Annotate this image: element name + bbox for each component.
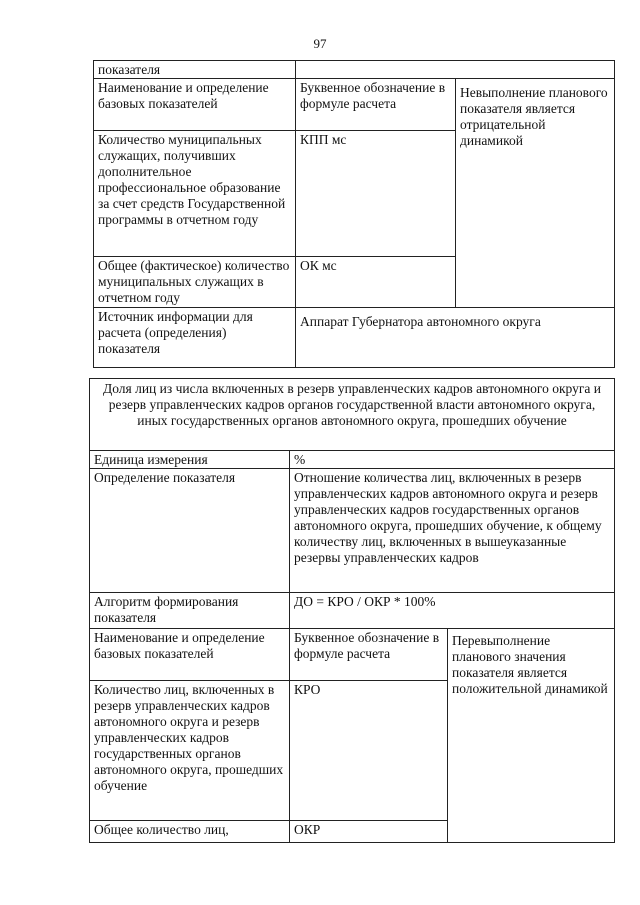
indicator-table-continued — [93, 60, 615, 368]
unit-value: % — [290, 451, 615, 469]
base-indicator-symbol: ОК мс — [296, 257, 456, 308]
base-indicator-name: Общее (фактическое) количество муниципальных служащих в отчетном году — [94, 257, 296, 308]
algorithm-formula: ДО = КРО / ОКР * 100% — [290, 593, 615, 629]
definition-row — [90, 469, 615, 593]
dynamics-note: Перевыполнение планового значения показателя является положительной динамикой — [448, 629, 615, 843]
continuation-row — [94, 61, 615, 79]
indicator-title: Доля лиц из числа включенных в резерв управленческих кадров автономного округа и резерв управленческих кадров органов государственной власти автономного округа, иных государственных органов автономного округа, прошедших обучение — [90, 379, 615, 451]
source-label: Источник информации для расчета (определения) показателя — [94, 308, 296, 368]
dynamics-note: Невыполнение планового показателя является отрицательной динамикой — [456, 79, 615, 308]
base-indicators-symbol-header: Буквенное обозначение в формуле расчета — [290, 629, 448, 681]
source-row — [94, 308, 615, 368]
unit-label: Единица измерения — [90, 451, 290, 469]
base-indicator-symbol: КПП мс — [296, 131, 456, 257]
definition-value: Отношение количества лиц, включенных в резерв управленческих кадров автономного округа и резерв управленческих кадров государственных органов автономного округа, прошедших обучение, к общему количеству лиц, включенных в вышеуказанные резервы управленческих кадров — [290, 469, 615, 593]
continuation-label: показателя — [94, 61, 296, 79]
base-indicators-name-header: Наименование и определение базовых показателей — [90, 629, 290, 681]
definition-label: Определение показателя — [90, 469, 290, 593]
algorithm-row — [90, 593, 615, 629]
base-indicator-symbol: КРО — [290, 681, 448, 821]
base-indicators-name-header: Наименование и определение базовых показателей — [94, 79, 296, 131]
base-indicator-name: Количество лиц, включенных в резерв управленческих кадров автономного округа и резерв управленческих кадров государственных органов автономного округа, прошедших обучение — [90, 681, 290, 821]
unit-row — [90, 451, 615, 469]
base-indicator-symbol: ОКР — [290, 821, 448, 843]
source-value: Аппарат Губернатора автономного округа — [296, 308, 615, 368]
algorithm-label: Алгоритм формирования показателя — [90, 593, 290, 629]
continuation-value — [296, 61, 615, 79]
indicator-table — [89, 378, 615, 843]
base-indicators-header-row — [94, 79, 615, 131]
base-indicators-header-row — [90, 629, 615, 681]
page-number: 97 — [313, 36, 327, 51]
base-indicators-symbol-header: Буквенное обозначение в формуле расчета — [296, 79, 456, 131]
base-indicator-name: Общее количество лиц, — [90, 821, 290, 843]
base-indicator-name: Количество муниципальных служащих, получивших дополнительное профессиональное образование за счет средств Государственной программы в отчетном году — [94, 131, 296, 257]
indicator-title-row — [90, 379, 615, 451]
